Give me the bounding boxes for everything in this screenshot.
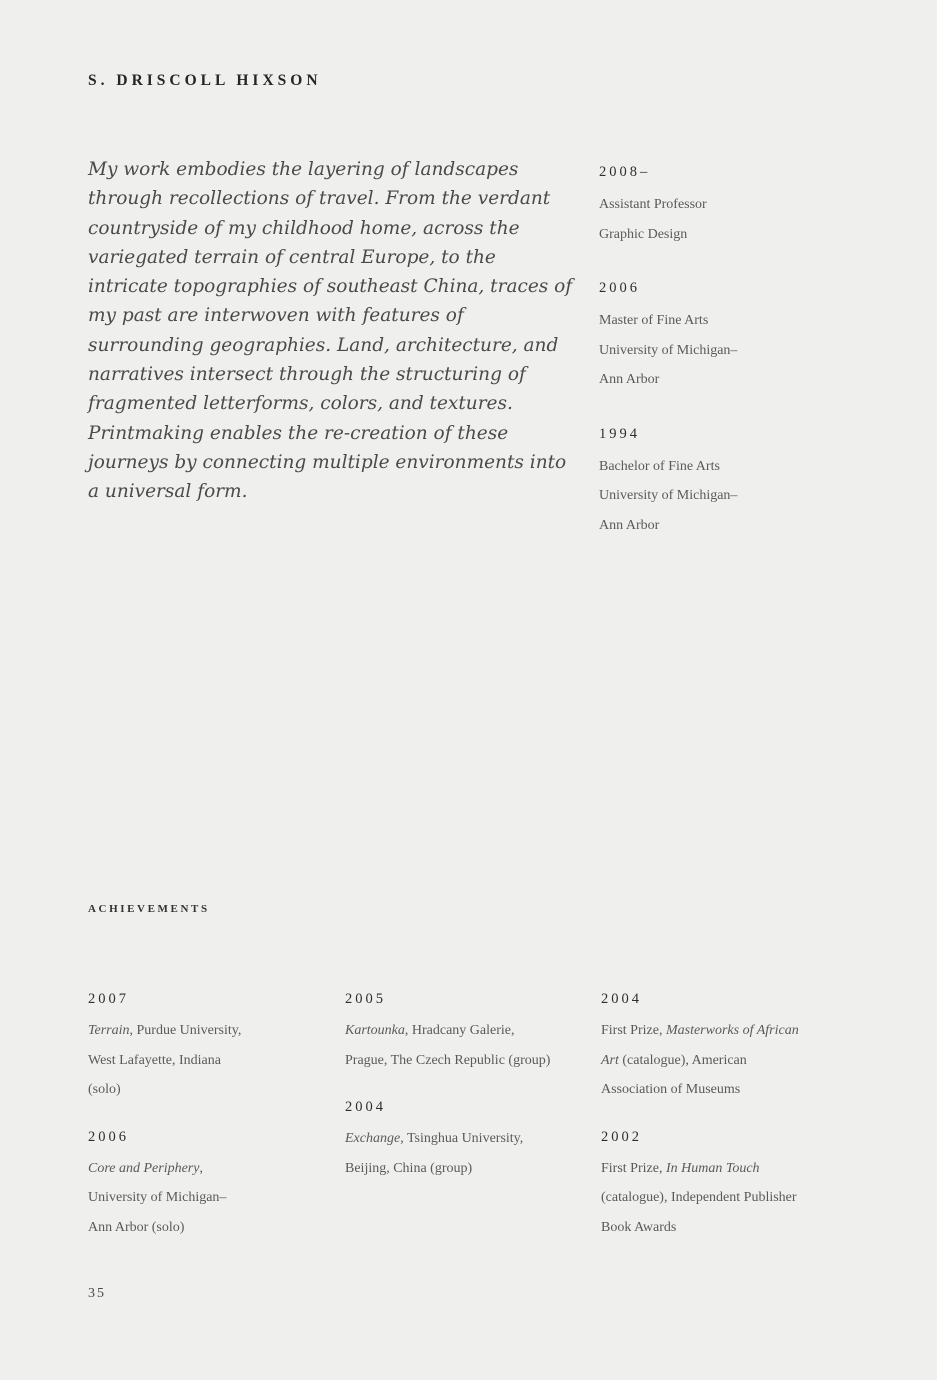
exhibition-title: Kartounka <box>345 1023 405 1038</box>
achievement-line: First Prize, Masterworks of African <box>601 1023 799 1038</box>
cv-year: 1994 <box>599 425 640 442</box>
cv-entry <box>599 161 899 249</box>
achievement-line: Exchange, Tsinghua University, <box>345 1131 524 1146</box>
achievement-entry <box>345 1096 585 1183</box>
page-number: 35 <box>88 1286 106 1301</box>
cv-year: 2008– <box>599 164 651 180</box>
cv-line: Bachelor of Fine Arts <box>599 458 720 474</box>
achievement-line: University of Michigan– <box>88 1190 227 1205</box>
artist-statement <box>88 155 578 507</box>
exhibition-title: Exchange <box>345 1131 401 1146</box>
achievement-entry <box>601 1126 861 1243</box>
cv-year: 2006 <box>599 280 640 296</box>
award-title: In Human Touch <box>665 1160 760 1176</box>
achievement-entry <box>88 988 328 1105</box>
cv-line: Assistant Professor <box>599 197 707 212</box>
achievement-line: Association of Museums <box>601 1082 741 1097</box>
achievement-line: First Prize, In Human Touch <box>601 1160 760 1176</box>
achievement-year: 2004 <box>601 991 642 1007</box>
cv-entry <box>599 423 899 541</box>
achievement-entry <box>88 1126 328 1243</box>
achievement-year: 2002 <box>601 1128 642 1145</box>
achievement-line: (solo) <box>88 1082 121 1097</box>
achievement-year: 2007 <box>88 991 129 1007</box>
statement-text: My work embodies the layering of landscapes through recollections of travel. From the verdant countryside of my childhood home, across the variegated terrain of central Europe, to the intricate topographies of southeast China, traces of my past are interwoven with features of surrounding geographies. Land, architecture, and narratives intersect through the structuring of fragmented letterforms, colors, and textures. Printmaking enables the re-creation of these journeys by connecting multiple environments into a universal form. <box>88 159 573 503</box>
cv-line: University of Michigan– <box>599 342 738 358</box>
achievement-line: Ann Arbor (solo) <box>88 1219 185 1235</box>
cv-line: Graphic Design <box>599 226 688 242</box>
award-title: Masterworks of African <box>665 1023 799 1038</box>
exhibition-title: Core and Periphery <box>88 1160 200 1176</box>
cv-entry <box>599 277 899 395</box>
cv-line: Ann Arbor <box>599 372 660 387</box>
achievement-line: Kartounka, Hradcany Galerie, <box>345 1023 515 1038</box>
achievement-line: West Lafayette, Indiana <box>88 1052 221 1068</box>
cv-line: Master of Fine Arts <box>599 313 709 328</box>
achievement-line: Core and Periphery, <box>88 1160 203 1176</box>
achievements-column-3 <box>601 988 861 1263</box>
achievement-line: Terrain, Purdue University, <box>88 1023 242 1038</box>
achievement-line: Beijing, China (group) <box>345 1160 473 1176</box>
achievement-line: (catalogue), Independent Publisher <box>601 1190 797 1205</box>
achievement-year: 2006 <box>88 1128 129 1145</box>
cv-line: Ann Arbor <box>599 517 660 533</box>
author-name: S. DRISCOLL HIXSON <box>88 72 322 89</box>
achievements-column-2 <box>345 988 585 1204</box>
achievement-line: Prague, The Czech Republic (group) <box>345 1052 551 1068</box>
achievements-heading: ACHIEVEMENTS <box>88 903 210 915</box>
exhibition-title: Terrain <box>88 1023 130 1038</box>
cv-list <box>599 161 899 568</box>
achievements-column-1 <box>88 988 328 1263</box>
award-title: Art <box>601 1052 619 1068</box>
cv-line: University of Michigan– <box>599 488 738 503</box>
achievement-entry <box>345 988 585 1075</box>
achievement-line: Art (catalogue), American <box>601 1052 747 1068</box>
achievement-year: 2004 <box>345 1099 386 1115</box>
achievement-entry <box>601 988 861 1105</box>
achievement-year: 2005 <box>345 991 386 1007</box>
achievement-line: Book Awards <box>601 1219 677 1235</box>
